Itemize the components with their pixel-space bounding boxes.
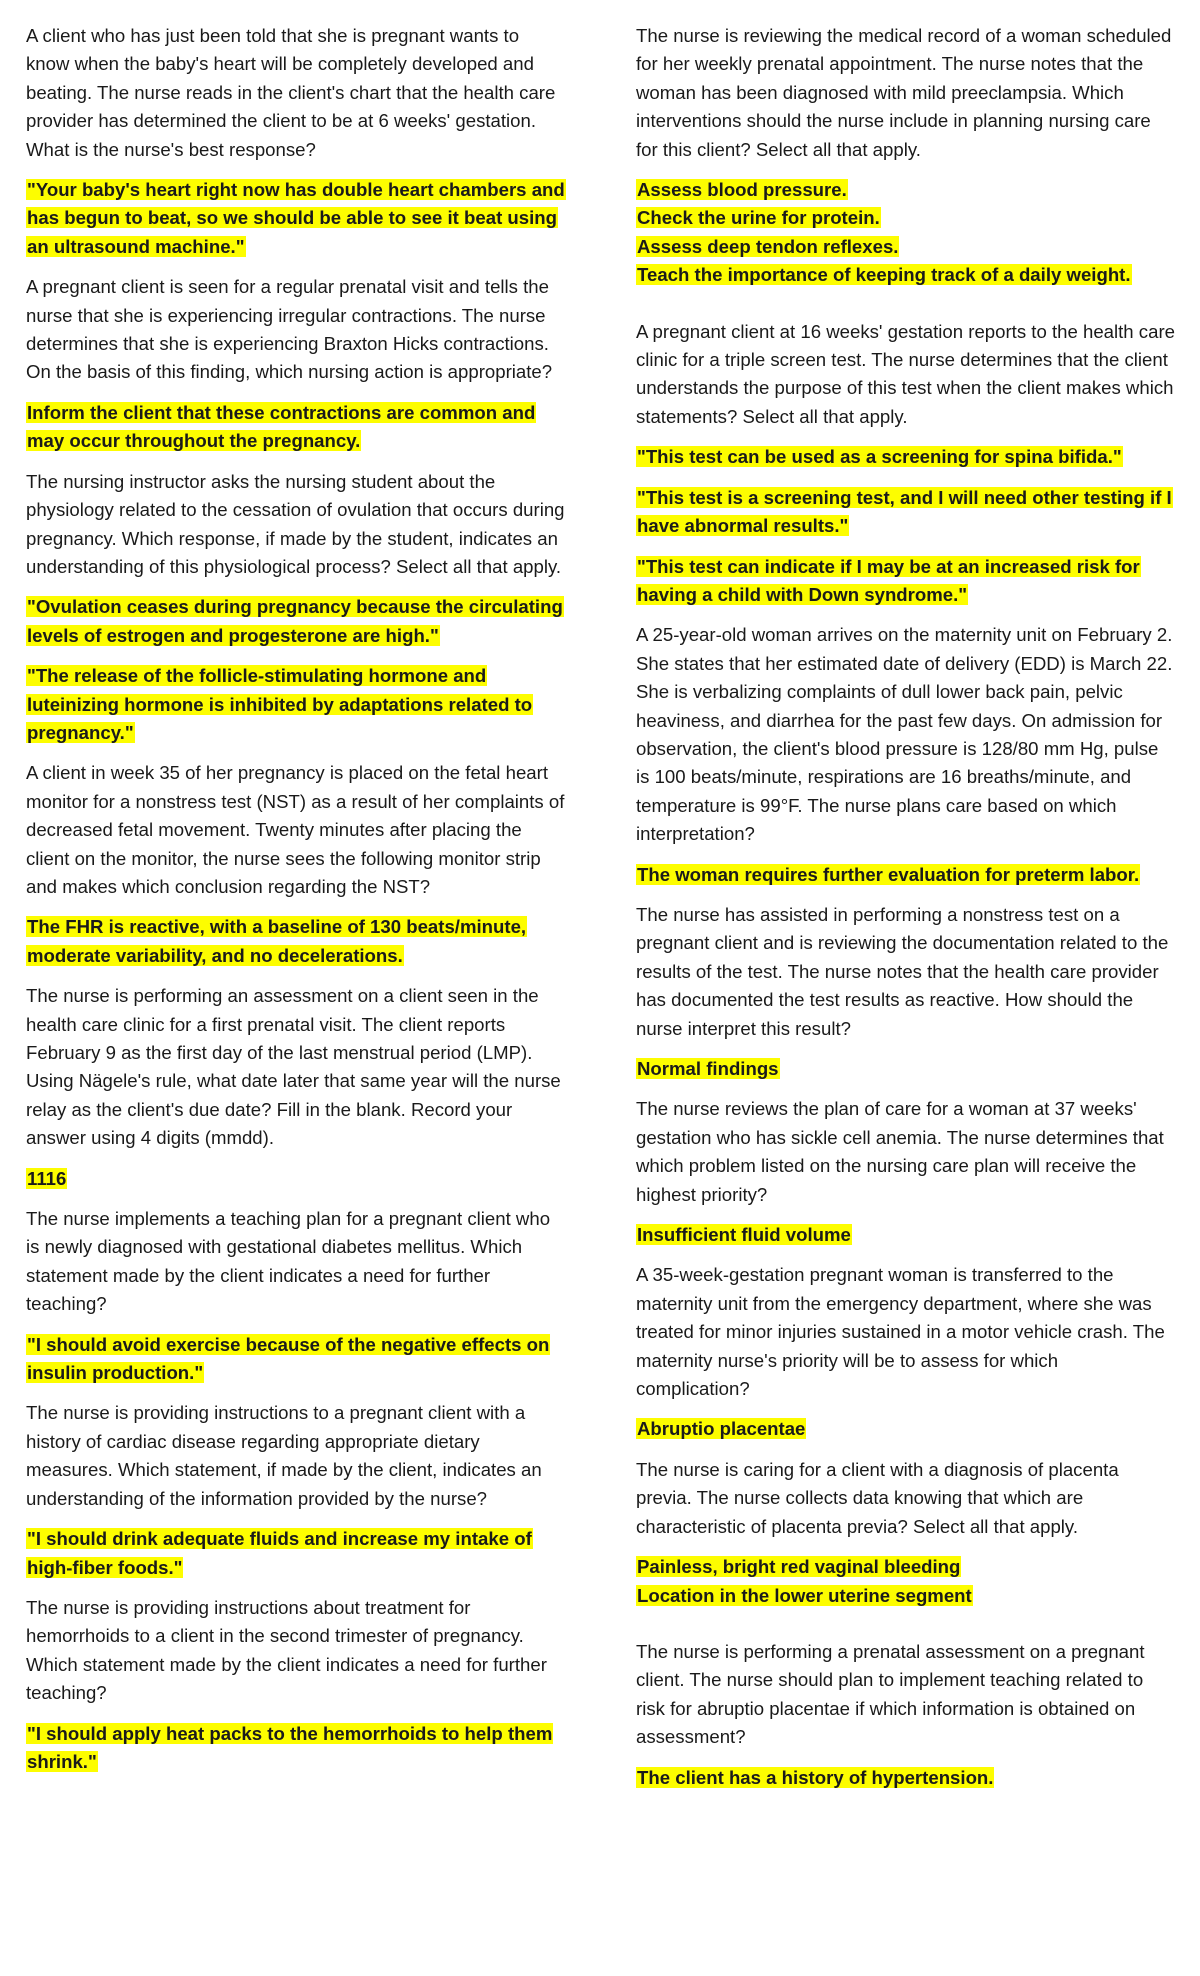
- highlighted-answer: "I should drink adequate fluids and increase my intake of high-fiber foods.": [27, 1528, 532, 1578]
- highlighted-answer: "I should avoid exercise because of the negative effects on insulin production.": [27, 1333, 550, 1384]
- qa-item: [26, 759, 566, 970]
- question-text: The nurse is performing an assessment on a client seen in the health care clinic for a first prenatal visit. The client reports February 9 as the first day of the last menstrual period (LMP). Using Nägele's rule, what date later that same year will the nurse relay as the client's due date? Fill in the blank. Record your answer using 4 digits (mmdd).: [26, 985, 561, 1149]
- answer-text: [636, 1415, 1176, 1443]
- qa-item: [636, 621, 1176, 889]
- highlighted-answer: The woman requires further evaluation for preterm labor.: [637, 863, 1140, 885]
- qa-item: [26, 273, 566, 455]
- question-text: The nurse has assisted in performing a nonstress test on a pregnant client and is reviewing the documentation related to the results of the test. The nurse notes that the health care provider has documented the test results as reactive. How should the nurse interpret this result?: [636, 903, 1169, 1039]
- highlighted-answer: Check the urine for protein.: [637, 207, 880, 229]
- answer-text: [636, 204, 1176, 232]
- question-text: The nurse reviews the plan of care for a woman at 37 weeks' gestation who has sickle cell anemia. The nurse determines that which problem listed on the nursing care plan will receive the highest priority?: [636, 1098, 1164, 1205]
- answer-text: [636, 1764, 1176, 1792]
- highlighted-answer: "I should apply heat packs to the hemorrhoids to help them shrink.": [27, 1722, 553, 1772]
- answer-text: [636, 861, 1176, 889]
- answer-text: [26, 1525, 566, 1582]
- answer-text: [26, 176, 566, 261]
- answer-text: [636, 1055, 1176, 1083]
- answer-text: [26, 913, 566, 970]
- highlighted-answer: Assess deep tendon reflexes.: [637, 235, 899, 257]
- answer-text: [636, 176, 1176, 204]
- answer-text: [26, 593, 566, 650]
- answer-text: [26, 399, 566, 456]
- qa-item: [26, 22, 566, 261]
- qa-item: [26, 468, 566, 748]
- highlighted-answer: Insufficient fluid volume: [637, 1224, 851, 1246]
- highlighted-answer: Location in the lower uterine segment: [637, 1584, 972, 1606]
- answer-text: [26, 662, 566, 747]
- question-text: A client who has just been told that she is pregnant wants to know when the baby's heart will be completely developed and beating. The nurse reads in the client's chart that the health care provider has determined the client to be at 6 weeks' gestation. What is the nurse's best response?: [26, 25, 556, 160]
- answer-text: [636, 1221, 1176, 1249]
- highlighted-answer: The client has a history of hypertension.: [637, 1766, 994, 1788]
- highlighted-answer: Normal findings: [637, 1058, 779, 1079]
- question-text: A 35-week-gestation pregnant woman is transferred to the maternity unit from the emergency department, where she was treated for minor injuries sustained in a motor vehicle crash. The maternity nurse's priority will be to assess for which complication?: [636, 1264, 1165, 1400]
- qa-item: [26, 982, 566, 1193]
- qa-item: [636, 318, 1176, 610]
- highlighted-answer: "The release of the follicle-stimulating hormone and luteinizing hormone is inhibited by adaptations related to pregnancy.": [27, 665, 533, 743]
- highlighted-answer: "This test is a screening test, and I will need other testing if I have abnormal results.": [637, 486, 1172, 537]
- highlighted-answer: Teach the importance of keeping track of a daily weight.: [637, 264, 1131, 286]
- qa-item: [636, 1261, 1176, 1443]
- question-text: The nurse implements a teaching plan for a pregnant client who is newly diagnosed with gestational diabetes mellitus. Which statement made by the client indicates a need for further teaching?: [26, 1208, 551, 1315]
- highlighted-answer: Assess blood pressure.: [637, 179, 847, 201]
- answer-text: [26, 1331, 566, 1388]
- answer-text: [636, 261, 1176, 289]
- answer-text: [26, 1720, 566, 1777]
- highlighted-answer: Painless, bright red vaginal bleeding: [637, 1556, 961, 1578]
- qa-item: [26, 1399, 566, 1581]
- qa-item: [26, 1594, 566, 1776]
- qa-item: [636, 1638, 1176, 1792]
- question-text: A pregnant client is seen for a regular prenatal visit and tells the nurse that she is experiencing irregular contractions. The nurse determines that she is experiencing Braxton Hicks contractions. On the basis of this finding, which nursing action is appropriate?: [26, 276, 553, 383]
- answer-text: [636, 1553, 1176, 1581]
- qa-item: [636, 1456, 1176, 1610]
- highlighted-answer: Inform the client that these contractions are common and may occur throughout the pregnancy.: [27, 401, 536, 452]
- answer-text: [636, 1582, 1176, 1610]
- question-text: The nurse is caring for a client with a diagnosis of placenta previa. The nurse collects data knowing that which are characteristic of placenta previa? Select all that apply.: [636, 1458, 1119, 1537]
- highlighted-answer: "Your baby's heart right now has double heart chambers and has begun to beat, so we should be able to see it beat using an ultrasound machine.": [27, 179, 565, 257]
- answer-text: [636, 233, 1176, 261]
- question-text: The nurse is providing instructions about treatment for hemorrhoids to a client in the second trimester of pregnancy. Which statement made by the client indicates a need for further teaching?: [26, 1596, 547, 1704]
- left-column: [26, 22, 566, 1776]
- qa-item: [26, 1205, 566, 1387]
- highlighted-answer: Abruptio placentae: [637, 1418, 806, 1440]
- question-text: A 25-year-old woman arrives on the maternity unit on February 2. She states that her estimated date of delivery (EDD) is March 22. She is verbalizing complaints of dull lower back pain, pelvic heaviness, and diarrhea for the past few days. On admission for observation, the client's blood pressure is 128/80 mm Hg, pulse is 100 beats/minute, respirations are 16 breaths/minute, and temperature is 99°F. The nurse plans care based on which interpretation?: [636, 624, 1173, 845]
- highlighted-answer: 1116: [27, 1167, 67, 1189]
- question-text: The nursing instructor asks the nursing student about the physiology related to the cessation of ovulation that occurs during pregnancy. Which response, if made by the student, indicates an understanding of this physiological process? Select all that apply.: [26, 470, 565, 577]
- highlighted-answer: "Ovulation ceases during pregnancy because the circulating levels of estrogen and progesterone are high.": [27, 596, 563, 646]
- right-column: [636, 22, 1176, 1792]
- question-text: A pregnant client at 16 weeks' gestation reports to the health care clinic for a triple screen test. The nurse determines that the client understands the purpose of this test when the client makes which statements? Select all that apply.: [636, 320, 1175, 427]
- answer-text: [636, 484, 1176, 541]
- qa-item: [636, 22, 1176, 290]
- qa-item: [636, 901, 1176, 1083]
- highlighted-answer: "This test can indicate if I may be at an increased risk for having a child with Down syndrome.": [637, 555, 1140, 605]
- question-text: The nurse is providing instructions to a pregnant client with a history of cardiac disease regarding appropriate dietary measures. Which statement, if made by the client, indicates an understanding of the information provided by the nurse?: [26, 1402, 542, 1509]
- question-text: A client in week 35 of her pregnancy is placed on the fetal heart monitor for a nonstress test (NST) as a result of her complaints of decreased fetal movement. Twenty minutes after placing the client on the monitor, the nurse sees the following monitor strip and makes which conclusion regarding the NST?: [26, 762, 565, 897]
- question-text: The nurse is reviewing the medical record of a woman scheduled for her weekly prenatal appointment. The nurse notes that the woman has been diagnosed with mild preeclampsia. Which interventions should the nurse include in planning nursing care for this client? Select all that apply.: [636, 25, 1172, 160]
- qa-item: [636, 1095, 1176, 1249]
- answer-text: [636, 553, 1176, 610]
- question-text: The nurse is performing a prenatal assessment on a pregnant client. The nurse should plan to implement teaching related to risk for abruptio placentae if which information is obtained on assessment?: [636, 1640, 1145, 1748]
- answer-text: [26, 1165, 566, 1193]
- answer-text: [636, 443, 1176, 471]
- highlighted-answer: The FHR is reactive, with a baseline of 130 beats/minute, moderate variability, and no decelerations.: [27, 916, 527, 966]
- highlighted-answer: "This test can be used as a screening for spina bifida.": [637, 446, 1122, 468]
